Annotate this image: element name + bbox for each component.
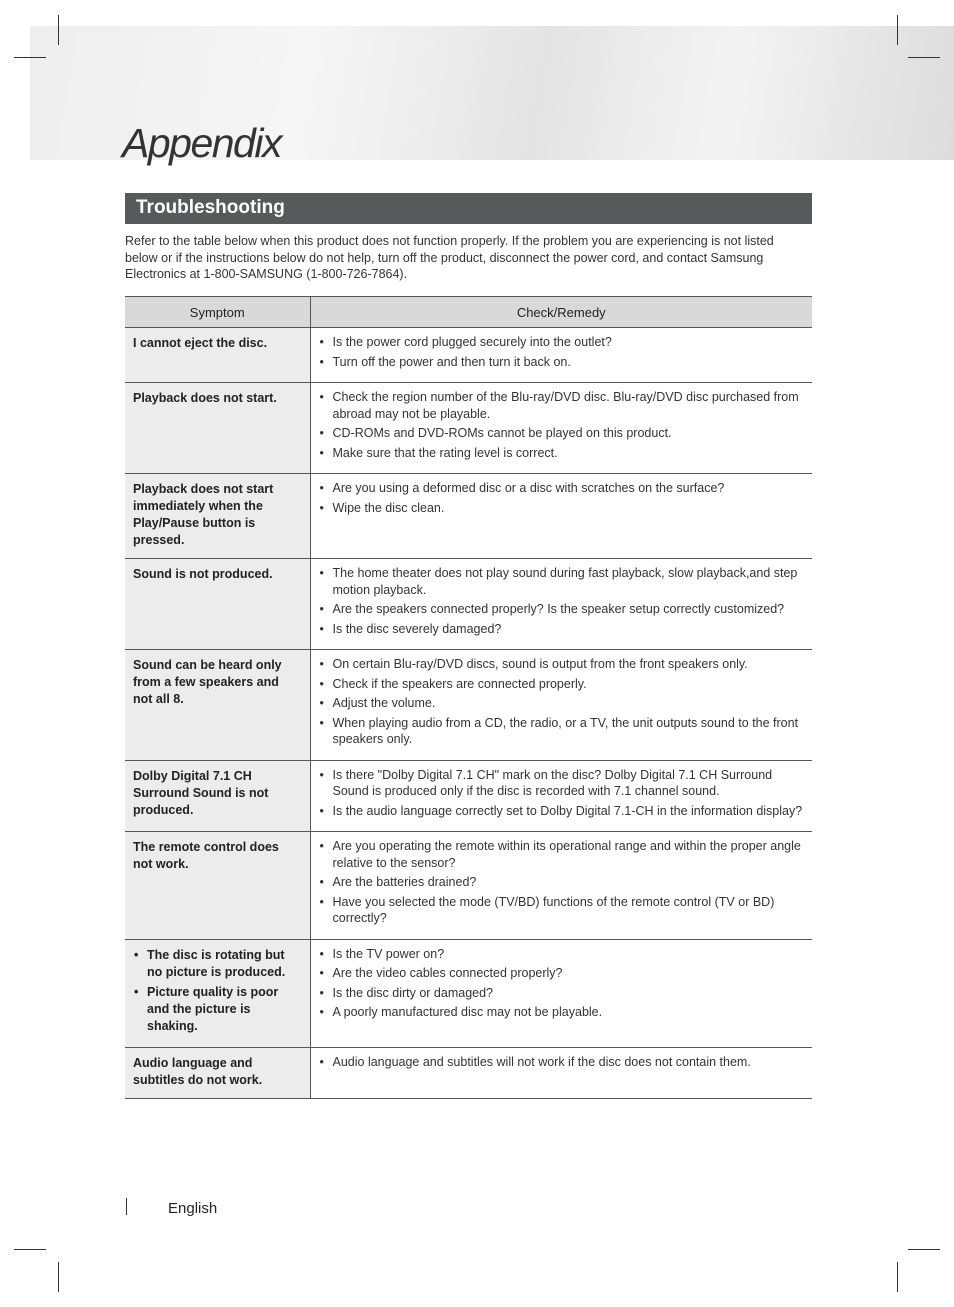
symptom-item: • The disc is rotating but no picture is produced. (133, 947, 300, 981)
remedy-list (319, 838, 805, 927)
symptom-cell: Playback does not start immediately when the Play/Pause button is pressed. (125, 474, 310, 559)
remedy-cell (310, 474, 812, 559)
section-header (125, 193, 812, 224)
footer-language: English (168, 1200, 218, 1217)
symptom-cell: Sound can be heard only from a few speakers and not all 8. (125, 650, 310, 761)
remedy-list (319, 334, 805, 370)
crop-mark (14, 1249, 46, 1250)
remedy-item: • Audio language and subtitles will not work if the disc does not contain them. (319, 1054, 805, 1071)
remedy-item: • Is the TV power on? (319, 946, 805, 963)
symptom-item: • Picture quality is poor and the picture is shaking. (133, 984, 300, 1035)
section-title: Troubleshooting (136, 197, 285, 218)
symptom-cell: Dolby Digital 7.1 CH Surround Sound is not produced. (125, 760, 310, 832)
remedy-item: • Is there "Dolby Digital 7.1 CH" mark on the disc? Dolby Digital 7.1 CH Surround Sound is produced only if the disc is recorded with 7.1 channel sound. (319, 767, 805, 800)
remedy-list (319, 767, 805, 820)
remedy-item: • Turn off the power and then turn it back on. (319, 354, 805, 371)
crop-mark (908, 1249, 940, 1250)
remedy-item: • Wipe the disc clean. (319, 500, 805, 517)
remedy-item: • When playing audio from a CD, the radio, or a TV, the unit outputs sound to the front speakers only. (319, 715, 805, 748)
footer-divider (126, 1198, 127, 1215)
symptom-cell: Sound is not produced. (125, 559, 310, 650)
remedy-cell (310, 1047, 812, 1098)
remedy-list (319, 389, 805, 461)
table-header-row (125, 297, 812, 328)
remedy-item: • Are the speakers connected properly? Is the speaker setup correctly customized? (319, 601, 805, 618)
remedy-list (319, 480, 805, 516)
table-row (125, 559, 812, 650)
table-row (125, 832, 812, 940)
remedy-cell (310, 650, 812, 761)
crop-mark (897, 1262, 898, 1292)
symptom-cell (125, 939, 310, 1047)
remedy-cell (310, 832, 812, 940)
symptom-cell: I cannot eject the disc. (125, 328, 310, 383)
symptom-cell: The remote control does not work. (125, 832, 310, 940)
remedy-cell (310, 328, 812, 383)
remedy-item: • Are the batteries drained? (319, 874, 805, 891)
remedy-item: • Make sure that the rating level is correct. (319, 445, 805, 462)
remedy-item: • A poorly manufactured disc may not be playable. (319, 1004, 805, 1021)
remedy-list (319, 946, 805, 1021)
remedy-item: • Check the region number of the Blu-ray/DVD disc. Blu-ray/DVD disc purchased from abroad may not be playable. (319, 389, 805, 422)
crop-mark (908, 57, 940, 58)
table-row (125, 328, 812, 383)
remedy-item: • Adjust the volume. (319, 695, 805, 712)
table-row (125, 939, 812, 1047)
remedy-list (319, 656, 805, 748)
crop-mark (58, 1262, 59, 1292)
symptom-list (133, 947, 300, 1035)
table-row (125, 650, 812, 761)
crop-mark (14, 57, 46, 58)
remedy-item: • On certain Blu-ray/DVD discs, sound is output from the front speakers only. (319, 656, 805, 673)
crop-mark (897, 15, 898, 45)
remedy-item: • Is the disc dirty or damaged? (319, 985, 805, 1002)
intro-paragraph: Refer to the table below when this product does not function properly. If the problem you are experiencing is not listed below or if the instructions below do not help, turn off the product, disconnect the power cord, and contact Samsung Electronics at 1-800-SAMSUNG (1-800-726-7864). (125, 234, 774, 281)
remedy-item: • The home theater does not play sound during fast playback, slow playback,and step motion playback. (319, 565, 805, 598)
troubleshooting-table (125, 296, 812, 1099)
remedy-item: • Are the video cables connected properly? (319, 965, 805, 982)
remedy-list (319, 1054, 805, 1071)
remedy-item: • Are you operating the remote within its operational range and within the proper angle relative to the sensor? (319, 838, 805, 871)
remedy-header: Check/Remedy (310, 297, 812, 328)
table-row (125, 383, 812, 474)
remedy-item: • Have you selected the mode (TV/BD) functions of the remote control (TV or BD) correctly? (319, 894, 805, 927)
symptom-header: Symptom (125, 297, 310, 328)
symptom-cell: Playback does not start. (125, 383, 310, 474)
remedy-cell (310, 559, 812, 650)
remedy-item: • Is the disc severely damaged? (319, 621, 805, 638)
table-row (125, 760, 812, 832)
table-row (125, 1047, 812, 1098)
remedy-cell (310, 383, 812, 474)
crop-mark (58, 15, 59, 45)
remedy-item: • CD-ROMs and DVD-ROMs cannot be played on this product. (319, 425, 805, 442)
remedy-cell (310, 760, 812, 832)
symptom-cell: Audio language and subtitles do not work. (125, 1047, 310, 1098)
remedy-item: • Is the audio language correctly set to Dolby Digital 7.1-CH in the information display? (319, 803, 805, 820)
table-body (125, 328, 812, 1099)
remedy-item: • Check if the speakers are connected properly. (319, 676, 805, 693)
page-title: Appendix (122, 120, 281, 166)
remedy-item: • Are you using a deformed disc or a disc with scratches on the surface? (319, 480, 805, 497)
table-row (125, 474, 812, 559)
remedy-list (319, 565, 805, 637)
remedy-cell (310, 939, 812, 1047)
remedy-item: • Is the power cord plugged securely into the outlet? (319, 334, 805, 351)
